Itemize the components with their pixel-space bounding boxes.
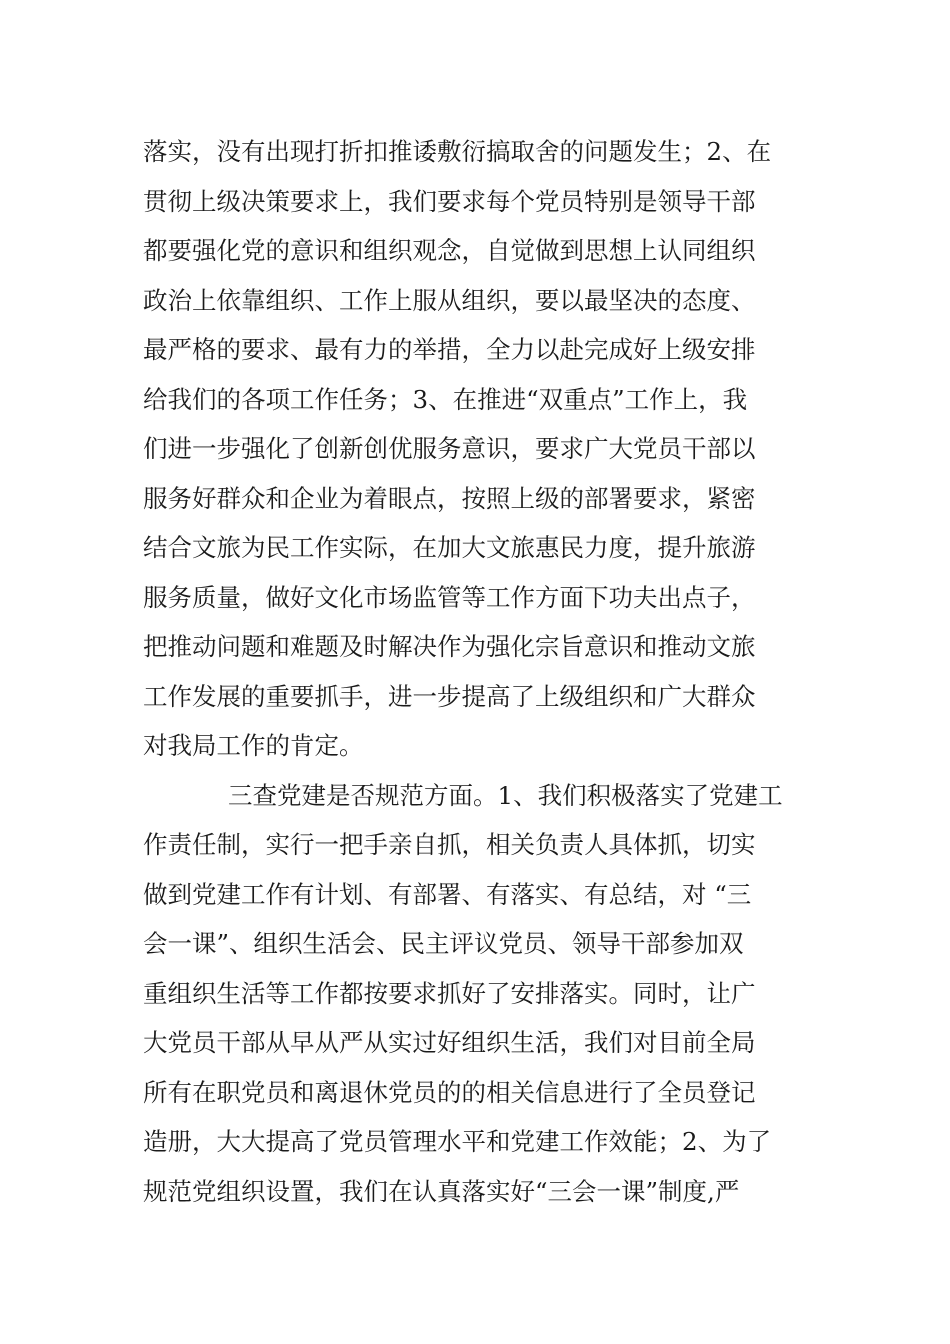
text-line: 作责任制，实行一把手亲自抓，相关负责人具体抓，切实 (143, 830, 756, 859)
text-line: 们进一步强化了创新创优服务意识，要求广大党员干部以 (143, 434, 756, 463)
text-line: 重组织生活等工作都按要求抓好了安排落实。同时，让广 (143, 978, 756, 1008)
text-line: 服务质量，做好文化市场监管等工作方面下功夫出点子， (143, 582, 756, 612)
text-line: 会一课”、组织生活会、民主评议党员、领导干部参加双 (143, 929, 744, 958)
document-body (143, 127, 823, 1216)
text-line: 结合文旅为民工作实际，在加大文旅惠民力度，提升旅游 (143, 533, 756, 562)
text-line: 做到党建工作有计划、有部署、有落实、有总结，对 “三 (143, 879, 752, 909)
text-line: 政治上依靠组织、工作上服从组织，要以最坚决的态度、 (143, 285, 756, 315)
text-line: 造册，大大提高了党员管理水平和党建工作效能；2、为了 (143, 1127, 772, 1156)
text-line: 所有在职党员和离退休党员的的相关信息进行了全员登记 (143, 1077, 756, 1107)
text-line: 落实，没有出现打折扣推诿敷衍搞取舍的问题发生；2、在 (143, 137, 772, 166)
text-line: 给我们的各项工作任务；3、在推进“双重点”工作上，我 (143, 384, 748, 414)
text-line: 大党员干部从早从严从实过好组织生活，我们对目前全局 (143, 1028, 756, 1057)
text-line: 贯彻上级决策要求上，我们要求每个党员特别是领导干部 (143, 186, 756, 216)
text-line: 服务好群众和企业为着眼点，按照上级的部署要求，紧密 (143, 483, 756, 513)
text-line: 对我局工作的肯定。 (143, 731, 364, 760)
text-line: 都要强化党的意识和组织观念，自觉做到思想上认同组织 (143, 236, 756, 265)
text-line: 把推动问题和难题及时解决作为强化宗旨意识和推动文旅 (143, 632, 756, 661)
text-line: 工作发展的重要抓手，进一步提高了上级组织和广大群众 (143, 681, 756, 711)
text-line: 三查党建是否规范方面。1、我们积极落实了党建工 (228, 780, 783, 810)
text-line: 最严格的要求、最有力的举措，全力以赴完成好上级安排 (143, 335, 756, 364)
text-line: 规范党组织设置，我们在认真落实好“三会一课”制度,严 (143, 1176, 740, 1206)
